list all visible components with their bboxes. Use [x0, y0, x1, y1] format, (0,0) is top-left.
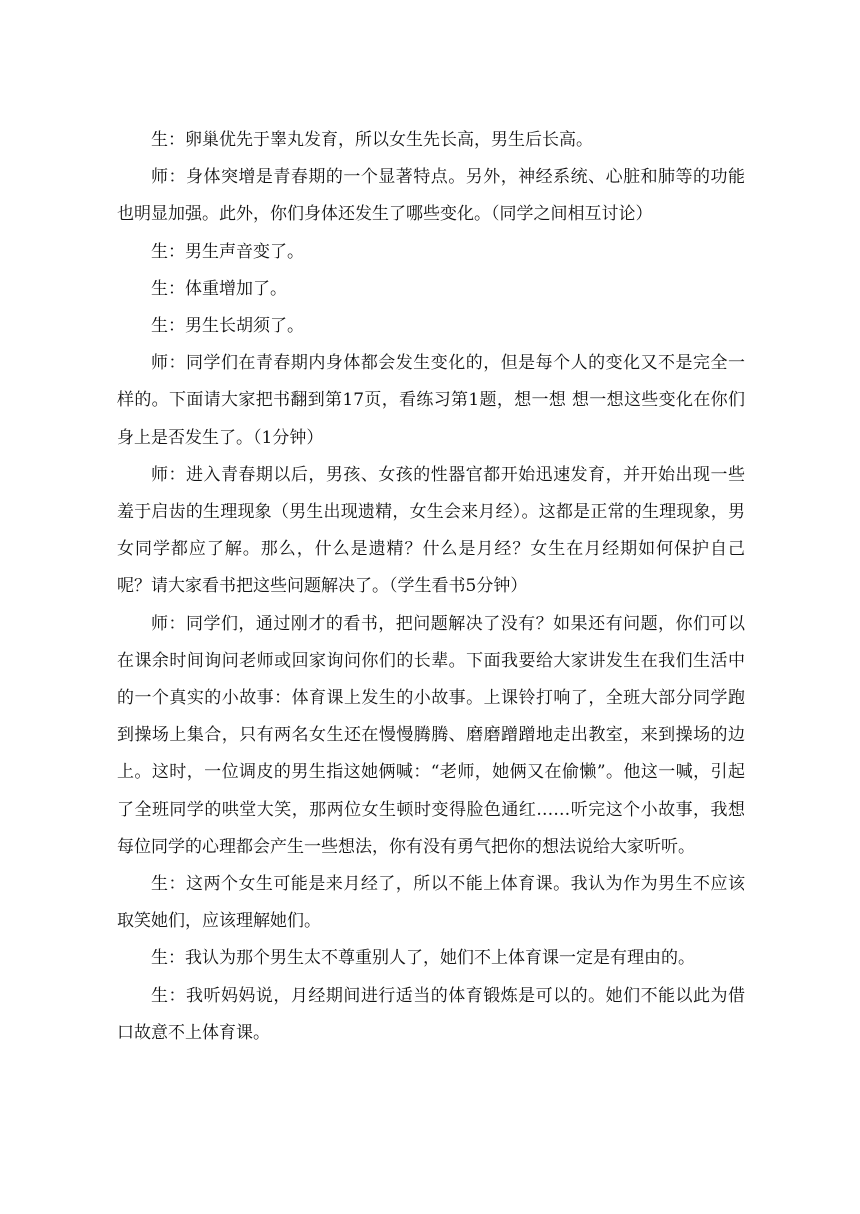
paragraph-student-answer-7: 生：我听妈妈说，月经期间进行适当的体育锻炼是可以的。她们不能以此为借口故意不上体育课。 [117, 985, 745, 1043]
paragraph-student-answer-1: 生：卵巢优先于睾丸发育，所以女生先长高，男生后长高。 [151, 130, 593, 150]
paragraph-teacher-3: 师：进入青春期以后，男孩、女孩的性器官都开始迅速发育，并开始出现一些羞于启齿的生理现象（男生出现遗精，女生会来月经）。这都是正常的生理现象，男女同学都应了解。那么，什么是遗精？什么是月经？女生在月经期如何保护自己呢？请大家看书把这些问题解决了。（学生看书5分钟） [117, 464, 745, 597]
paragraph-student-answer-5: 生：这两个女生可能是来月经了，所以不能上体育课。我认为作为男生不应该取笑她们，应该理解她们。 [117, 874, 745, 932]
document-body [117, 122, 745, 1052]
paragraph-teacher-4: 师：同学们，通过刚才的看书，把问题解决了没有？如果还有问题，你们可以在课余时间询问老师或回家询问你们的长辈。下面我要给大家讲发生在我们生活中的一个真实的小故事：体育课上发生的小故事。上课铃打响了，全班大部分同学跑到操场上集合，只有两名女生还在慢慢腾腾、磨磨蹭蹭地走出教室，来到操场的边上。这时，一位调皮的男生指这她俩喊：“老师，她俩又在偷懒”。他这一喊，引起了全班同学的哄堂大笑，那两位女生顿时变得脸色通红……听完这个小故事，我想每位同学的心理都会产生一些想法，你有没有勇气把你的想法说给大家听听。 [117, 613, 745, 857]
paragraph-student-answer-2: 生：男生声音变了。 [151, 241, 304, 262]
paragraph-student-answer-6: 生：我认为那个男生太不尊重别人了，她们不上体育课一定是有理由的。 [151, 948, 695, 969]
paragraph-student-answer-4: 生：男生长胡须了。 [151, 316, 304, 337]
paragraph-teacher-2: 师：同学们在青春期内身体都会发生变化的，但是每个人的变化又不是完全一样的。下面请大家把书翻到第17页，看练习第1题，想一想 想一想这些变化在你们身上是否发生了。（1分钟） [117, 353, 745, 448]
paragraph-student-answer-3: 生：体重增加了。 [151, 278, 287, 299]
paragraph-teacher-1: 师：身体突增是青春期的一个显著特点。另外，神经系统、心脏和肺等的功能也明显加强。此外，你们身体还发生了哪些变化。（同学之间相互讨论） [117, 167, 745, 225]
